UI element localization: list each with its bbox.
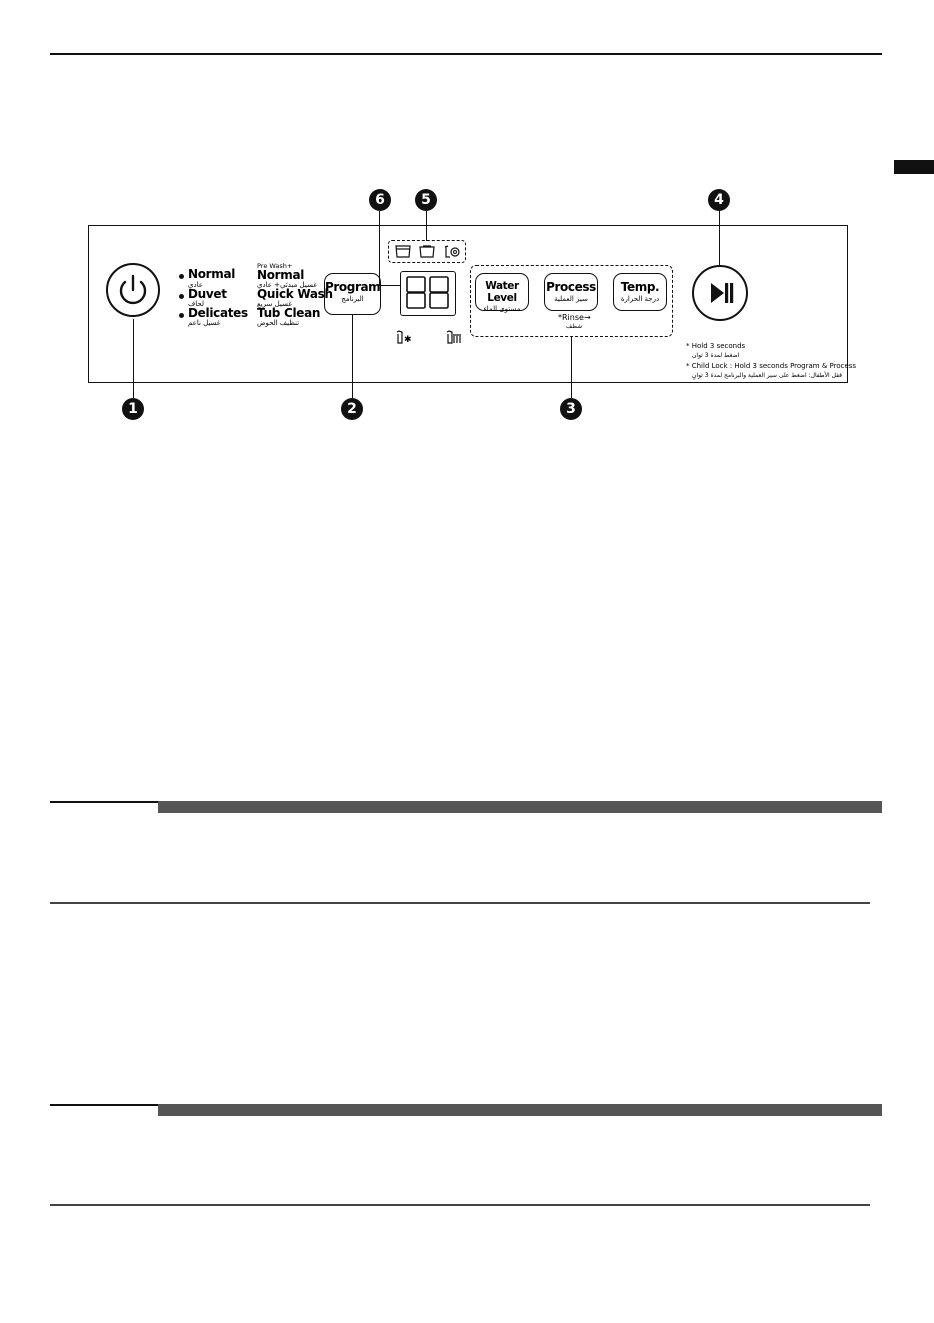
svg-text:✱: ✱: [404, 335, 412, 344]
rinse-arabic: شطف: [566, 323, 583, 330]
child-lock-note-arabic: قفل الأطفال: اضغط على سير العملية والبرنامج لمدة 3 ثوانٍ: [692, 372, 843, 379]
section-bottom-rule: [50, 1204, 870, 1206]
callout-2: 2: [341, 398, 363, 420]
section-tab: [894, 160, 934, 174]
cycle-tubclean-label: Tub Clean: [257, 306, 321, 320]
water-level-arabic: مستوى الماء: [483, 305, 521, 313]
process-button[interactable]: [544, 273, 598, 311]
temp-label: Temp.: [620, 280, 660, 294]
child-lock-note: [686, 362, 856, 370]
callout-3: 3: [560, 398, 582, 420]
hold-note-arabic: اضغط لمدة 3 ثوان: [692, 352, 740, 359]
section-rule: [50, 1104, 158, 1106]
program-button-arabic: البرنامج: [341, 295, 364, 303]
cycle-normal-label: Normal: [188, 267, 236, 281]
cycle-prewash-normal-label: Normal: [257, 268, 305, 282]
cycle-delicates-arabic: غسيل ناعم: [188, 319, 221, 327]
rinse-arrow-icon: →: [583, 313, 591, 322]
program-button[interactable]: [324, 273, 381, 315]
hold-text: Hold 3 seconds: [691, 342, 746, 350]
section-bottom-rule: [50, 902, 870, 904]
temp-button[interactable]: [613, 273, 667, 311]
program-button-label: Program: [325, 280, 381, 294]
rinse-status-icon: [419, 245, 435, 258]
section-header-bar: [158, 801, 882, 813]
cycle-normal-arabic: عادي: [188, 281, 203, 289]
section-rule: [50, 801, 158, 803]
cycle-delicates-label: Delicates: [188, 306, 248, 320]
start-pause-button[interactable]: [692, 265, 748, 321]
water-level-label: Water Level: [485, 280, 519, 304]
tub-wash-icon: [446, 330, 464, 344]
cycle-tubclean-arabic: تنظيف الحوض: [257, 319, 300, 327]
cycle-duvet-label: Duvet: [188, 287, 227, 301]
asterisk: *: [686, 362, 692, 370]
callout-3-leader: [571, 337, 572, 398]
seven-segment-icon: [401, 272, 454, 314]
play-pause-icon: [694, 267, 746, 319]
asterisk: *: [558, 313, 562, 322]
power-button[interactable]: [106, 263, 160, 317]
callout-5: 5: [415, 189, 437, 211]
power-icon: [108, 265, 158, 315]
temp-arabic: درجة الحرارة: [620, 295, 660, 303]
hold-note: [686, 342, 745, 350]
cycle-dot: [179, 274, 184, 279]
callout-2-leader: [352, 314, 353, 398]
top-rule: [50, 53, 882, 55]
cycle-prewash-label: Pre Wash+: [257, 262, 293, 270]
callout-1: 1: [122, 398, 144, 420]
spin-status-icon: [444, 245, 460, 258]
callout-1-leader: [133, 319, 134, 398]
process-label: Process: [546, 280, 596, 294]
cycle-dot: [179, 294, 184, 299]
cycle-duvet-arabic: لحاف: [188, 300, 205, 308]
asterisk: *: [686, 342, 692, 350]
process-arabic: سير العملية: [554, 295, 588, 303]
child-lock-text: Child Lock : Hold 3 seconds Program & Process: [691, 362, 857, 370]
rinse-text: Rinse: [562, 313, 584, 322]
digit-display: [400, 271, 456, 316]
cycle-quickwash-label: Quick Wash: [257, 287, 333, 301]
water-level-button[interactable]: [475, 273, 529, 311]
callout-4: 4: [708, 189, 730, 211]
section-header-bar: [158, 1104, 882, 1116]
callout-6: 6: [369, 189, 391, 211]
cycle-quickwash-arabic: غسيل سريع: [257, 300, 292, 308]
cycle-dot: [179, 313, 184, 318]
wash-status-icon: [395, 245, 411, 258]
prewash-snowflake-icon: [396, 330, 414, 344]
rinse-label: [558, 313, 591, 322]
cycle-prewash-normal-arabic: غسيل مبدئي+ عادي: [257, 281, 317, 289]
